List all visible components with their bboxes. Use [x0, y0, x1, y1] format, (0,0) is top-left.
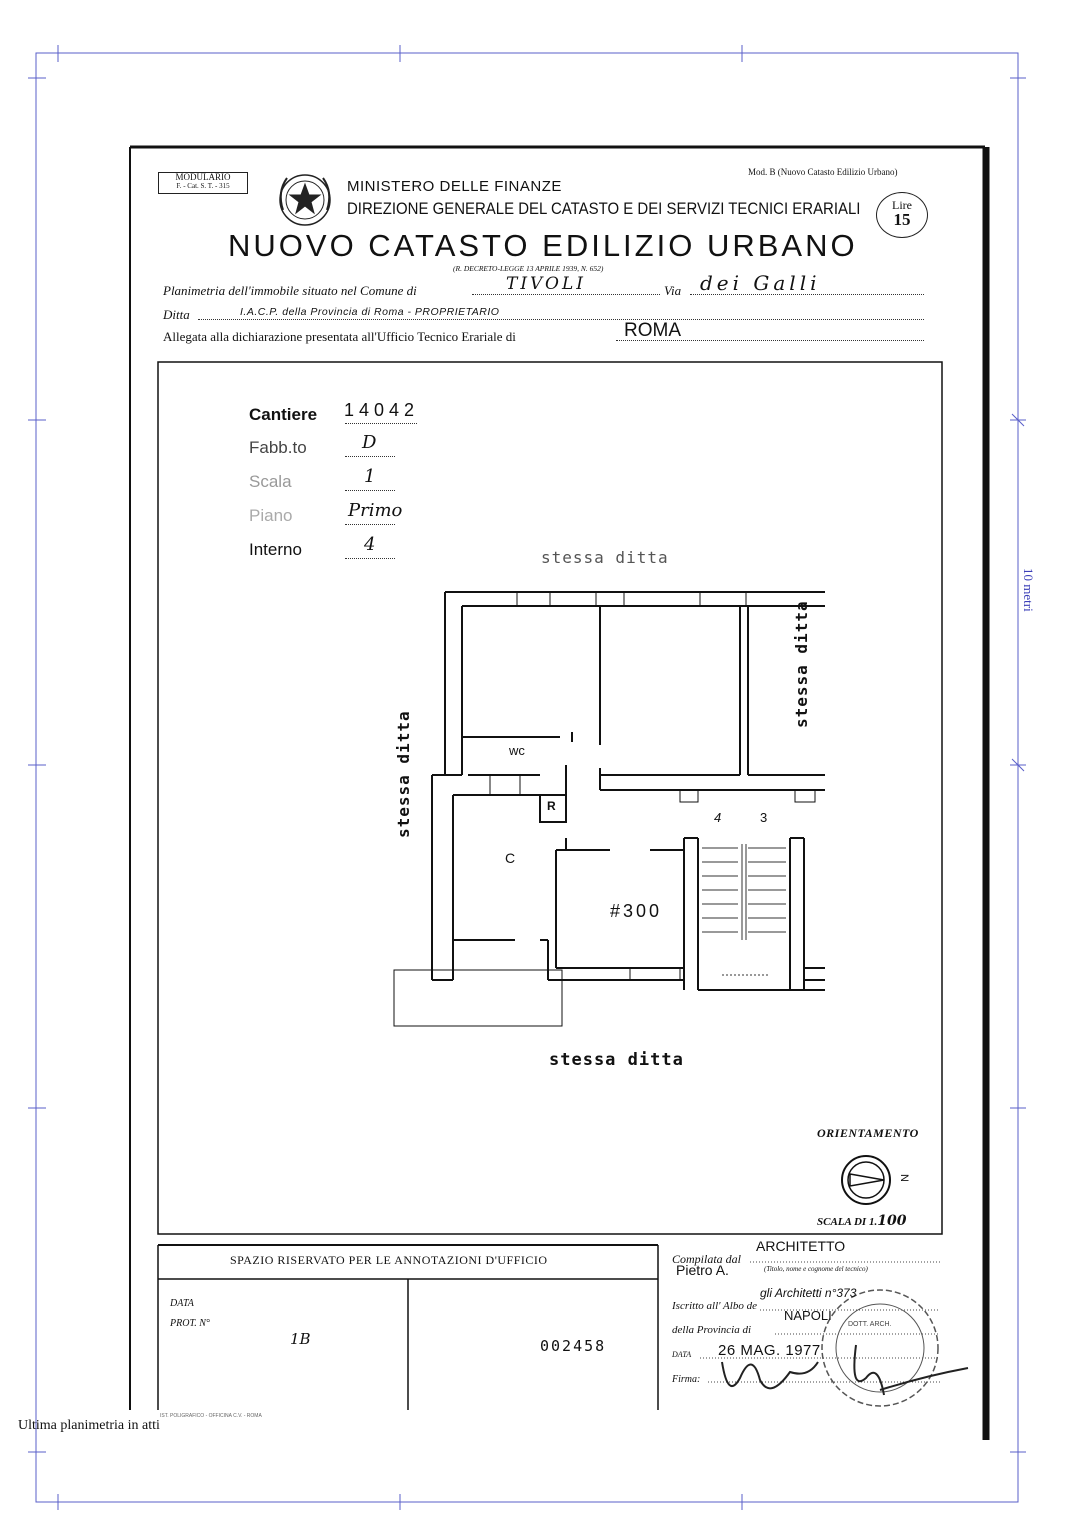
compiler-name-note: (Titolo, nome e cognome del tecnico) [764, 1265, 868, 1273]
comune-value: TIVOLI [506, 274, 586, 294]
iscritto-label: Iscritto all' Albo de [672, 1300, 757, 1312]
room-r-label: R [547, 799, 556, 813]
ditta-label: Ditta [163, 307, 190, 322]
seal-text: DOTT. ARCH. [848, 1321, 892, 1328]
compiler-date: 26 MAG. 1977 [718, 1342, 821, 1359]
room-c-label: C [505, 850, 516, 866]
neighbor-top: stessa ditta [541, 548, 669, 567]
scala-value: 1 [364, 466, 376, 487]
neighbor-bottom: stessa ditta [549, 1050, 684, 1070]
room-number-label: #300 [610, 901, 663, 921]
stamp-number: 002458 [540, 1337, 607, 1355]
modulario-label: MODULARIO [175, 172, 231, 182]
fabb-label: Fabb.to [249, 438, 307, 457]
piano-label: Piano [249, 506, 293, 525]
stair-number-right: 3 [760, 810, 768, 825]
prot-label: PROT. N° [170, 1318, 210, 1329]
document-title: NUOVO CATASTO EDILIZIO URBANO [228, 228, 858, 263]
planimetria-label: Planimetria dell'immobile situato nel Comune di [163, 283, 417, 298]
scale-prefix: SCALA DI 1. [817, 1216, 878, 1228]
firma-label: Firma: [672, 1374, 701, 1385]
stair-number-left: 4 [714, 810, 722, 825]
neighbor-left: stessa ditta [394, 710, 413, 838]
lire-label: Lire [892, 198, 912, 212]
data-label: DATA [170, 1298, 194, 1309]
cantiere-label: Cantiere [249, 405, 318, 424]
albo-line: gli Architetti n°373 [760, 1286, 857, 1300]
lire-value: 15 [893, 210, 911, 229]
compiler-data-label: DATA [672, 1350, 692, 1359]
ditta-value: I.A.C.P. della Provincia di Roma - PROPRIETARIO [240, 306, 500, 318]
neighbor-right: stessa ditta [792, 600, 811, 728]
footer-caption: Ultima planimetria in atti [18, 1418, 160, 1433]
via-value: dei Galli [700, 271, 821, 295]
ministry-title: MINISTERO DELLE FINANZE [347, 178, 562, 195]
provincia-label: della Provincia di [672, 1324, 752, 1336]
mod-b-label: Mod. B (Nuovo Catasto Edilizio Urbano) [748, 167, 898, 177]
directorate-title: DIREZIONE GENERALE DEL CATASTO E DEI SERVIZI TECNICI ERARIALI [347, 199, 861, 218]
printer-line: IST. POLIGRAFICO - OFFICINA C.V. - ROMA [160, 1413, 262, 1419]
modulario-code: F. - Cat. S. T. - 315 [176, 182, 230, 190]
north-label: N [897, 1174, 910, 1182]
ufficio-value: ROMA [624, 320, 681, 341]
fabb-value: D [362, 432, 377, 453]
scala-label: Scala [249, 472, 292, 491]
decree-line: (R. DECRETO-LEGGE 13 APRILE 1939, N. 652) [453, 264, 604, 273]
cantiere-value: 14042 [344, 400, 420, 420]
interno-label: Interno [249, 540, 302, 559]
compiler-name: Pietro A. [676, 1262, 729, 1278]
interno-value: 4 [364, 534, 376, 555]
piano-value: Primo [348, 500, 403, 521]
room-wc-label: wc [509, 743, 525, 758]
via-label: Via [664, 283, 682, 298]
allegata-label: Allegata alla dichiarazione presentata all'Ufficio Tecnico Erariale di [163, 329, 516, 344]
prot-value: 1B [290, 1330, 311, 1348]
spazio-title: SPAZIO RISERVATO PER LE ANNOTAZIONI D'UFFICIO [230, 1253, 548, 1267]
citta-value: NAPOLI [784, 1308, 832, 1323]
scale-value: 100 [877, 1213, 907, 1229]
compilata-label: Compilata dal [672, 1252, 742, 1266]
scale-bar-label: 10 metri [1021, 568, 1036, 612]
architetto-label: ARCHITETTO [756, 1238, 846, 1254]
orientamento-label: ORIENTAMENTO [817, 1126, 919, 1140]
